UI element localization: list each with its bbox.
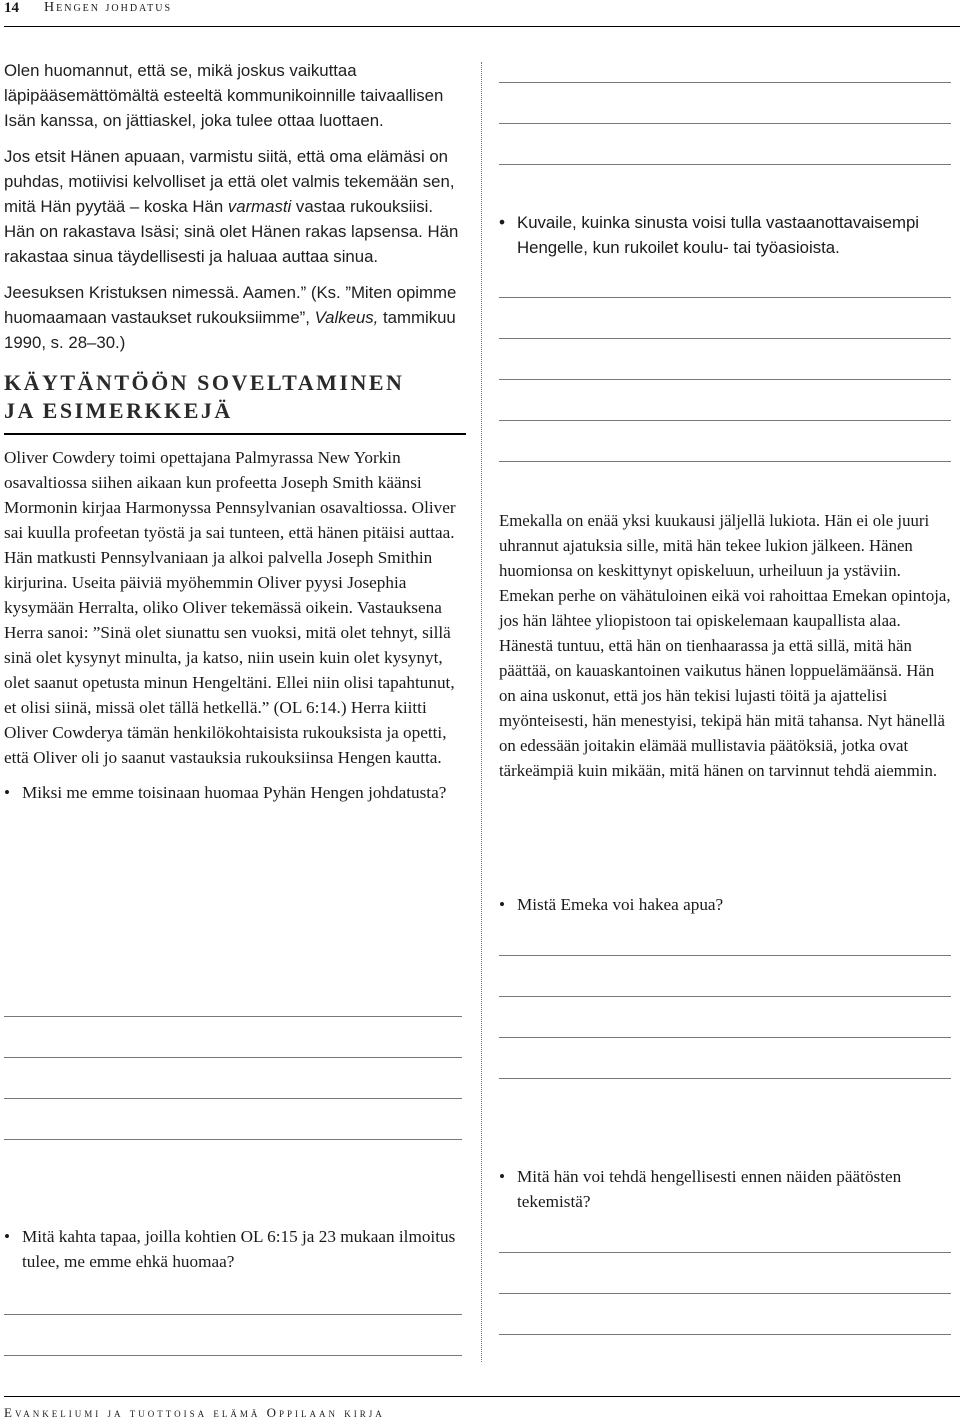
header-rule	[4, 26, 960, 27]
answer-line[interactable]	[499, 164, 951, 165]
answer-lines-q1[interactable]	[4, 1016, 462, 1146]
answer-line[interactable]	[499, 379, 951, 380]
answer-line[interactable]	[4, 1098, 462, 1099]
quote-block	[4, 58, 466, 355]
answer-line[interactable]	[4, 1057, 462, 1058]
section-heading-line-1: KÄYTÄNTÖÖN SOVELTAMINEN	[4, 370, 405, 395]
quote-paragraph-3	[4, 280, 466, 355]
answer-line[interactable]	[499, 123, 951, 124]
left-column	[4, 58, 466, 805]
answer-line[interactable]	[499, 996, 951, 997]
answer-line[interactable]	[499, 338, 951, 339]
question-1-text: Miksi me emme toisinaan huomaa Pyhän Hengen johdatusta?	[22, 783, 447, 802]
answer-line[interactable]	[499, 1078, 951, 1079]
answer-line[interactable]	[499, 1293, 951, 1294]
quote-paragraph-1: Olen huomannut, että se, mikä joskus vaikuttaa läpipääsemättömältä esteeltä kommunikoinnille taivaallisen Isän kanssa, on jättiaskel, joka tulee ottaa luottaen.	[4, 61, 444, 130]
question-5-text: Mitä hän voi tehdä hengellisesti ennen näiden päätösten tekemistä?	[517, 1167, 902, 1211]
bullet-icon: •	[4, 1227, 11, 1246]
answer-line[interactable]	[4, 1355, 462, 1356]
question-3	[499, 210, 960, 260]
answer-line[interactable]	[499, 461, 951, 462]
answer-line[interactable]	[4, 1139, 462, 1140]
quote-paragraph-2	[4, 144, 466, 269]
footer-rule	[4, 1396, 960, 1397]
answer-lines-q4[interactable]	[499, 955, 951, 1125]
quote-p2-text-a: Jos etsit Hänen apuaan, varmistu siitä, että oma elämäsi on puhdas, motiivisi kelvolliset ja että olet valmis tekemään sen, mitä Hän pyytää – koska Hän	[4, 147, 455, 216]
quote-p2-text-b: vastaa rukouksiisi. Hän on rakastava Isäsi; sinä olet Hänen rakas lapsensa. Hän rakastaa sinua täydellisesti ja haluaa auttaa sinua.	[4, 197, 459, 266]
answer-lines-top[interactable]	[499, 82, 951, 172]
bullet-icon: •	[4, 783, 11, 802]
answer-lines-q3[interactable]	[499, 297, 951, 467]
story-paragraph: Oliver Cowdery toimi opettajana Palmyrassa New Yorkin osavaltiossa siihen aikaan kun profeetta Joseph Smith käänsi Mormonin kirjaa Harmonyssa Pennsylvanian osavaltiossa. Oliver sai kuulla profeetan työstä ja sai tunteen, että hänen pitäisi auttaa. Hän matkusti Pennsylvaniaan ja alkoi palvella Joseph Smithin kirjurina. Useita päiviä myöhemmin Oliver pyysi Josephia kysymään Herralta, oliko Oliver tekemässä oikein. Vastauksena Herra sanoi: ”Sinä olet siunattu sen vuoksi, mitä olet tehnyt, sillä sinä olet kysynyt minulta, ja katso, niin usein kuin olet kysynyt, olet saanut opetusta minun Hengeltäni. Ellei niin olisi tapahtunut, et olisi siinä, missä olet tällä hetkellä.” (OL 6:14.) Herra kiitti Oliver Cowderya tämän henkilökohtaisista rukouksista ja opetti, että Oliver oli jo saanut vastauksia rukouksiinsa Hengen kautta.	[4, 448, 456, 767]
answer-line[interactable]	[499, 955, 951, 956]
answer-line[interactable]	[499, 1252, 951, 1253]
bullet-icon: •	[499, 212, 506, 232]
section-heading-line-2: JA ESIMERKKEJÄ	[4, 398, 233, 423]
column-divider	[481, 62, 482, 1362]
question-2	[4, 1224, 480, 1274]
answer-line[interactable]	[4, 1016, 462, 1017]
question-4-text: Mistä Emeka voi hakea apua?	[517, 895, 724, 914]
answer-line[interactable]	[499, 420, 951, 421]
answer-lines-q2[interactable]	[4, 1314, 462, 1364]
footer-title: Evankeliumi ja tuottoisa elämä Oppilaan kirja	[4, 1405, 385, 1420]
answer-line[interactable]	[499, 297, 951, 298]
quote-p3-text-b: tammikuu 1990, s. 28–30.)	[4, 308, 456, 352]
question-5	[499, 1164, 960, 1214]
running-head: Hengen johdatus	[44, 0, 173, 15]
heading-rule	[4, 433, 466, 435]
answer-line[interactable]	[4, 1314, 462, 1315]
page-header	[4, 0, 960, 28]
quote-p3-text-a: Jeesuksen Kristuksen nimessä. Aamen.” (Ks. ”Miten opimme huomaamaan vastaukset rukouksiimme”,	[4, 283, 457, 327]
answer-line[interactable]	[499, 1334, 951, 1335]
question-2-text: Mitä kahta tapaa, joilla kohtien OL 6:15 ja 23 mukaan ilmoitus tulee, me emme ehkä huomaa?	[22, 1227, 456, 1271]
emeka-paragraph: Emekalla on enää yksi kuukausi jäljellä lukiota. Hän ei ole juuri uhrannut ajatuksia sille, mitä hän tekee lukion jälkeen. Hänen huomionsa on keskittynyt opiskeluun, urheiluun ja ystäviin. Emekan perhe on vähätuloinen eikä voi rahoittaa Emekan opintoja, jos hän lähtee yliopistoon tai opiskelemaan kaupallista alaa. Hänestä tuntuu, että hän on tienhaarassa ja että sillä, mitä hän päättää, on kauaskantoinen vaikutus hänen loppuelämäänsä. Hän on aina uskonut, että jos hän tekisi lujasti töitä ja ajattelisi myönteisesti, hän menestyisi, tekipä hän mitä tahansa. Nyt hänellä on edessään joitakin elämää mullistavia päätöksiä, jotka ovat tärkeämpiä kuin mikään, mitä hänen on tarvinnut tehdä aiemmin.	[499, 511, 951, 780]
section-heading	[4, 369, 466, 425]
bullet-icon: •	[499, 1167, 506, 1186]
quote-p2-emphasis: varmasti	[227, 197, 292, 216]
answer-lines-q5[interactable]	[499, 1252, 951, 1342]
quote-p3-emphasis: Valkeus,	[314, 308, 379, 327]
bullet-icon: •	[499, 895, 506, 914]
answer-line[interactable]	[499, 82, 951, 83]
page-number: 14	[4, 0, 19, 16]
answer-line[interactable]	[499, 1037, 951, 1038]
question-1	[4, 780, 466, 805]
question-3-text: Kuvaile, kuinka sinusta voisi tulla vastaanottavaisempi Hengelle, kun rukoilet koulu- tai työasioista.	[517, 213, 920, 257]
question-4	[499, 892, 960, 917]
